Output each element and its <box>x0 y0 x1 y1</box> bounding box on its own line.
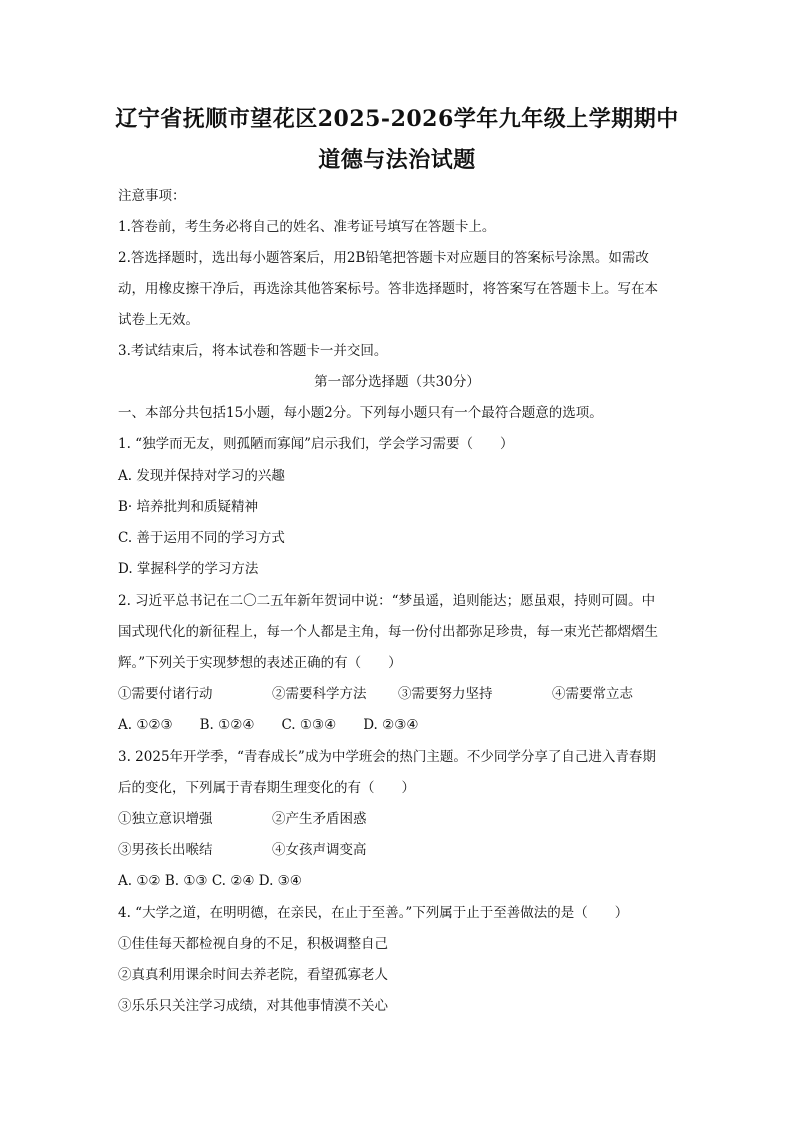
exam-title: 辽宁省抚顺市望花区2025-2026学年九年级上学期期中 <box>115 106 679 132</box>
statement: ③男孩长出喉结 <box>118 842 213 858</box>
question-2-stem: 辉。”下列关于实现梦想的表述正确的有（ ） <box>118 655 402 671</box>
exam-subtitle: 道德与法治试题 <box>318 147 476 173</box>
question-4-statement: ①佳佳每天都检视自身的不足，积极调整自己 <box>118 936 388 952</box>
question-1-option-d: D. 掌握科学的学习方法 <box>118 561 259 577</box>
question-1-option-b: B· 培养批判和质疑精神 <box>118 499 259 515</box>
statement: ①需要付诸行动 <box>118 686 213 702</box>
question-3-stem: 3. 2025年开学季，“青春成长”成为中学班会的热门主题。不少同学分享了自己进入青春期 <box>118 749 656 765</box>
statement: ④女孩声调变高 <box>272 842 367 858</box>
notice-item: 动，用橡皮擦干净后，再选涂其他答案标号。答非选择题时，将答案写在答题卡上。写在本 <box>118 281 658 297</box>
question-2-statements <box>118 684 678 704</box>
question-3-stem: 后的变化，下列属于青春期生理变化的有（ ） <box>118 780 415 796</box>
section-title: 第一部分选择题（共30分） <box>314 374 480 390</box>
notice-item: 1.答卷前，考生务必将自己的姓名、准考证号填写在答题卡上。 <box>118 219 496 235</box>
section-instruction: 一、本部分共包括15小题，每小题2分。下列每小题只有一个最符合题意的选项。 <box>118 405 603 421</box>
question-1-option-c: C. 善于运用不同的学习方式 <box>118 530 285 546</box>
question-3-choices: A. ①② B. ①③ C. ②④ D. ③④ <box>118 873 302 889</box>
question-3-statements <box>118 840 678 860</box>
question-1-option-a: A. 发现并保持对学习的兴趣 <box>118 468 285 484</box>
statement: ②需要科学方法 <box>272 686 367 702</box>
question-4-statement: ③乐乐只关注学习成绩，对其他事情漠不关心 <box>118 998 388 1014</box>
question-4-stem: 4. “大学之道，在明明德，在亲民，在止于至善。”下列属于止于至善做法的是（ ） <box>118 905 629 921</box>
notice-item: 2.答选择题时，选出每小题答案后，用2B铅笔把答题卡对应题目的答案标号涂黑。如需改 <box>118 250 649 266</box>
statement: ②产生矛盾困惑 <box>272 811 367 827</box>
notice-item: 试卷上无效。 <box>118 312 199 328</box>
notice-item: 3.考试结束后，将本试卷和答题卡一并交回。 <box>118 343 388 359</box>
notice-heading: 注意事项： <box>118 188 186 204</box>
question-3-statements <box>118 809 678 829</box>
question-2-stem: 国式现代化的新征程上，每一个人都是主角，每一份付出都弥足珍贵，每一束光芒都熠熠生 <box>118 624 658 640</box>
statement: ①独立意识增强 <box>118 811 213 827</box>
question-1-stem: 1. “独学而无友，则孤陋而寡闻”启示我们，学会学习需要（ ） <box>118 436 514 452</box>
question-2-choices: A. ①②③ B. ①②④ C. ①③④ D. ②③④ <box>118 717 419 733</box>
question-4-statement: ②真真利用课余时间去养老院，看望孤寡老人 <box>118 967 388 983</box>
statement: ④需要常立志 <box>552 686 633 702</box>
question-2-stem: 2. 习近平总书记在二〇二五年新年贺词中说：“梦虽遥，追则能达；愿虽艰，持则可圆。中 <box>118 593 656 609</box>
statement: ③需要努力坚持 <box>398 686 493 702</box>
